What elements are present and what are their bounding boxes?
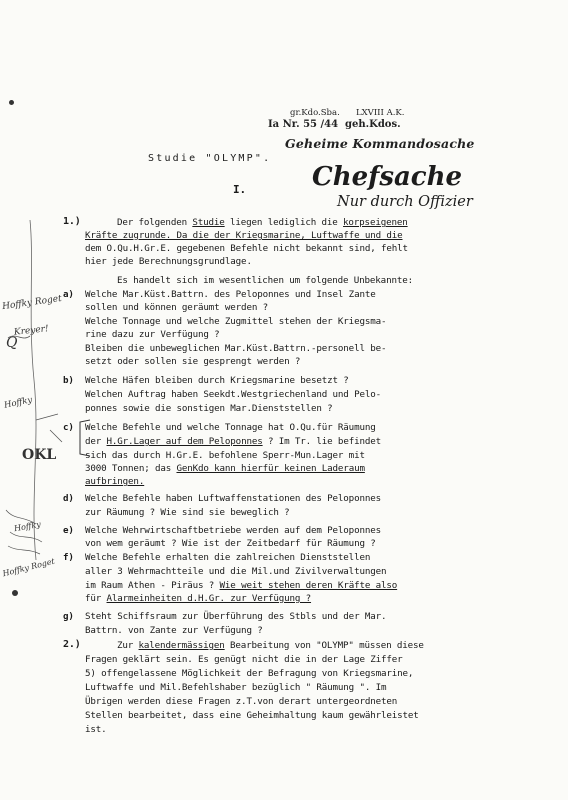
margin-note: OKL: [22, 447, 57, 463]
classification-stamp: Geheime Kommandosache: [285, 136, 475, 151]
margin-note: Hoffky: [3, 395, 34, 411]
text-line: der H.Gr.Lager auf dem Peloponnes ? Im Tr. lie befindet: [85, 436, 381, 447]
text-line: Wie weit stehen deren Kräfte also: [219, 580, 398, 591]
text-line: dem O.Qu.H.Gr.E. gegebenen Befehle nicht bekannt sind, fehlt: [85, 243, 408, 254]
text-line: kalendermässigen: [138, 640, 225, 651]
text-line: korpseigenen: [343, 217, 408, 228]
text-line: von wem geräumt ? Wie ist der Zeitbedarf für Räumung ?: [85, 538, 376, 549]
text-line: für Alarmeinheiten d.H.Gr. zur Verfügung ?: [85, 593, 312, 604]
text-line: Kräfte zugrunde. Da die der Kriegsmarine, Luftwaffe und die: [85, 230, 403, 241]
chefsache-stamp: Chefsache: [312, 162, 463, 192]
item-label-a: a): [63, 289, 74, 300]
item-label-c: c): [63, 422, 74, 433]
text-line: sich das durch H.Gr.E. befohlene Sperr-Mun.Lager mit: [85, 450, 365, 461]
reference-line-1: gr.Kdo.Sba. LXVIII A.K.: [290, 108, 405, 118]
text-line: Es handelt sich im wesentlichen um folgende Unbekannte:: [117, 275, 413, 286]
text-line: ponnes sowie die sonstigen Mar.Dienststellen ?: [85, 403, 333, 414]
text-line: Übrigen werden diese Fragen z.T.von derart untergeordneten: [85, 696, 398, 707]
text-line: 5) offengelassene Möglichkeit der Befragung von Kriegsmarine,: [85, 668, 414, 679]
text-line: zur Räumung ? Wie sind sie beweglich ?: [85, 507, 290, 518]
margin-note: Hoffky Roget: [1, 293, 63, 313]
margin-note: Hoffky: [13, 519, 42, 534]
text-line: im Raum Athen - Piräus ? Wie weit stehen deren Kräfte also: [85, 580, 398, 591]
text-line: Welche Befehle haben Luftwaffenstationen des Peloponnes: [85, 493, 381, 504]
item-label-e: e): [63, 525, 74, 536]
reference-line-2: Ia Nr. 55 /44 geh.Kdos.: [268, 119, 401, 130]
text-line: Battrn. von Zante zur Verfügung ?: [85, 625, 263, 636]
text-line: 3000 Tonnen; das GenKdo kann hierfür keinen Laderaum: [85, 463, 365, 474]
text-line: Fragen geklärt sein. Es genügt nicht die in der Lage Ziffer: [85, 654, 403, 665]
text-line: Welche Befehle erhalten die zahlreichen Dienststellen: [85, 552, 371, 563]
text-line: Bleiben die unbeweglichen Mar.Küst.Battrn.-personell be-: [85, 343, 387, 354]
item-label-d: d): [63, 493, 74, 504]
text-line: GenKdo kann hierfür keinen Laderaum: [176, 463, 365, 474]
text-line: Welche Mar.Küst.Battrn. des Peloponnes und Insel Zante: [85, 289, 376, 300]
text-line: H.Gr.Lager auf dem Peloponnes: [106, 436, 263, 447]
scan-dot: [12, 590, 18, 596]
margin-scribbles: [0, 180, 70, 800]
text-line: ist.: [85, 724, 107, 735]
paragraph-number-2: 2.): [63, 639, 81, 650]
text-line: Stellen bearbeitet, dass eine Geheimhaltung kaum gewährleistet: [85, 710, 419, 721]
paragraph-number-1: 1.): [63, 216, 81, 227]
text-line: rine dazu zur Verfügung ?: [85, 329, 220, 340]
text-line: Studie: [192, 217, 225, 228]
text-line: Zur kalendermässigen Bearbeitung von "OLYMP" müssen diese: [117, 640, 424, 651]
item-label-b: b): [63, 375, 74, 386]
text-line: Alarmeinheiten d.H.Gr. zur Verfügung ?: [106, 593, 312, 604]
text-line: Welche Befehle und welche Tonnage hat O.Qu.für Räumung: [85, 422, 376, 433]
study-title: Studie "OLYMP".: [148, 153, 272, 164]
text-line: Der folgenden Studie liegen lediglich die korpseigenen: [117, 217, 408, 228]
text-line: Welchen Auftrag haben Seekdt.Westgriechenland und Pelo-: [85, 389, 381, 400]
item-label-g: g): [63, 611, 74, 622]
margin-note: Hoffky Roget: [1, 556, 56, 579]
text-line: aller 3 Wehrmachtteile und die Mil.und Zivilverwaltungen: [85, 566, 387, 577]
text-line: Welche Tonnage und welche Zugmittel stehen der Kriegsma-: [85, 316, 387, 327]
officer-only-stamp: Nur durch Offizier: [337, 194, 473, 210]
bracket-mark: [76, 418, 96, 458]
scan-dot: [9, 100, 14, 105]
margin-note: Q: [6, 335, 18, 351]
item-label-f: f): [63, 552, 74, 563]
text-line: aufbringen.: [85, 476, 145, 487]
text-line: hier jede Berechnungsgrundlage.: [85, 256, 252, 267]
text-line: setzt oder sollen sie gesprengt werden ?: [85, 356, 301, 367]
text-line: Welche Wehrwirtschaftbetriebe werden auf dem Peloponnes: [85, 525, 381, 536]
text-line: Welche Häfen bleiben durch Kriegsmarine besetzt ?: [85, 375, 349, 386]
text-line: Steht Schiffsraum zur Überführung des Stbls und der Mar.: [85, 611, 387, 622]
margin-note: Kreyer!: [13, 324, 50, 338]
section-number: I.: [233, 183, 246, 196]
text-line: Luftwaffe und Mil.Befehlshaber bezüglich " Räumung ". Im: [85, 682, 387, 693]
text-line: sollen und können geräumt werden ?: [85, 302, 268, 313]
